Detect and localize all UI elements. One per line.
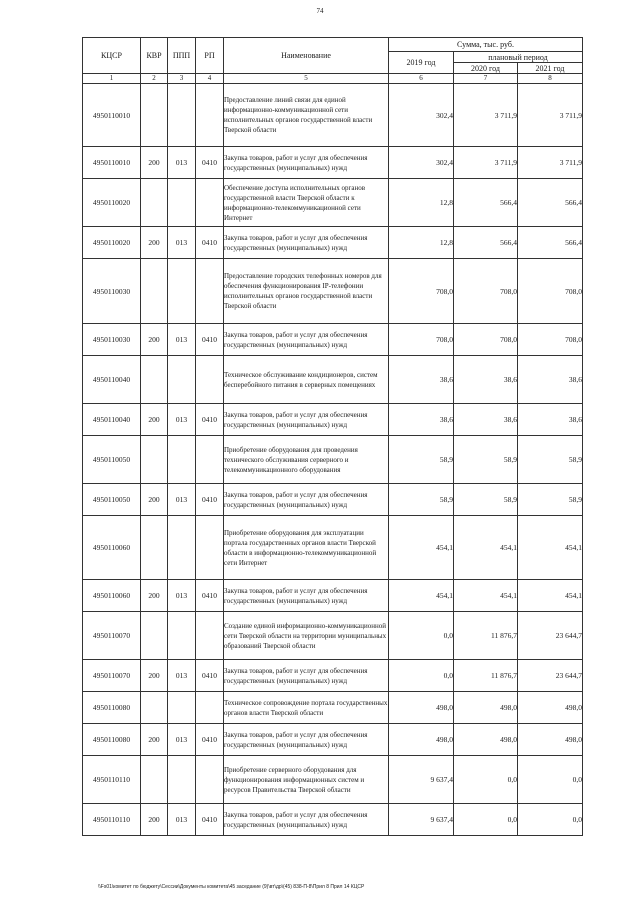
amount-2021-cell: 38,6 bbox=[518, 356, 583, 404]
header-year-2020: 2020 год bbox=[454, 63, 518, 74]
name-cell: Закупка товаров, работ и услуг для обеспечения государственных (муниципальных) нужд bbox=[224, 804, 389, 836]
kcsr-cell: 4950110060 bbox=[83, 580, 141, 612]
name-cell: Обеспечение доступа исполнительных органов государственной власти Тверской области к информационно-телекоммуникационной сети Интернет bbox=[224, 179, 389, 227]
name-cell: Предоставление городских телефонных номеров для обеспечения функционирования IP-телефонии исполнительных органов государственной власти Тверской области bbox=[224, 259, 389, 324]
kcsr-cell: 4950110040 bbox=[83, 356, 141, 404]
rp-cell: 0410 bbox=[196, 147, 224, 179]
ppp-cell bbox=[168, 356, 196, 404]
header-kcsr: КЦСР bbox=[83, 38, 141, 74]
name-cell: Закупка товаров, работ и услуг для обеспечения государственных (муниципальных) нужд bbox=[224, 404, 389, 436]
table-row bbox=[83, 436, 583, 484]
kvr-cell: 200 bbox=[141, 580, 168, 612]
table-row bbox=[83, 84, 583, 147]
amount-2019-cell: 708,0 bbox=[389, 259, 454, 324]
kvr-cell: 200 bbox=[141, 660, 168, 692]
amount-2020-cell: 0,0 bbox=[454, 804, 518, 836]
table-row bbox=[83, 804, 583, 836]
ppp-cell: 013 bbox=[168, 227, 196, 259]
amount-2021-cell: 23 644,7 bbox=[518, 660, 583, 692]
ppp-cell bbox=[168, 692, 196, 724]
header-plan-period: плановый период bbox=[454, 52, 583, 63]
rp-cell bbox=[196, 516, 224, 580]
amount-2019-cell: 0,0 bbox=[389, 612, 454, 660]
amount-2020-cell: 11 876,7 bbox=[454, 612, 518, 660]
kcsr-cell: 4950110080 bbox=[83, 724, 141, 756]
ppp-cell bbox=[168, 179, 196, 227]
amount-2019-cell: 58,9 bbox=[389, 484, 454, 516]
amount-2020-cell: 498,0 bbox=[454, 692, 518, 724]
header-rp: РП bbox=[196, 38, 224, 74]
rp-cell: 0410 bbox=[196, 724, 224, 756]
kvr-cell bbox=[141, 436, 168, 484]
name-cell: Закупка товаров, работ и услуг для обеспечения государственных (муниципальных) нужд bbox=[224, 227, 389, 259]
ppp-cell bbox=[168, 84, 196, 147]
table-row bbox=[83, 724, 583, 756]
amount-2020-cell: 3 711,9 bbox=[454, 147, 518, 179]
amount-2020-cell: 454,1 bbox=[454, 580, 518, 612]
column-number: 1 bbox=[83, 74, 141, 84]
ppp-cell bbox=[168, 516, 196, 580]
column-number: 2 bbox=[141, 74, 168, 84]
amount-2021-cell: 566,4 bbox=[518, 227, 583, 259]
column-number: 3 bbox=[168, 74, 196, 84]
amount-2020-cell: 708,0 bbox=[454, 324, 518, 356]
amount-2020-cell: 3 711,9 bbox=[454, 84, 518, 147]
rp-cell: 0410 bbox=[196, 660, 224, 692]
table-row bbox=[83, 756, 583, 804]
amount-2019-cell: 708,0 bbox=[389, 324, 454, 356]
column-number: 8 bbox=[518, 74, 583, 84]
amount-2019-cell: 302,4 bbox=[389, 147, 454, 179]
ppp-cell: 013 bbox=[168, 804, 196, 836]
amount-2019-cell: 58,9 bbox=[389, 436, 454, 484]
rp-cell bbox=[196, 179, 224, 227]
name-cell: Приобретение серверного оборудования для функционирования информационных систем и ресурсов Правительства Тверской области bbox=[224, 756, 389, 804]
column-number: 7 bbox=[454, 74, 518, 84]
amount-2019-cell: 498,0 bbox=[389, 692, 454, 724]
amount-2021-cell: 0,0 bbox=[518, 804, 583, 836]
header-ppp: ППП bbox=[168, 38, 196, 74]
amount-2020-cell: 566,4 bbox=[454, 227, 518, 259]
table-row bbox=[83, 660, 583, 692]
rp-cell: 0410 bbox=[196, 227, 224, 259]
table-row bbox=[83, 227, 583, 259]
amount-2019-cell: 498,0 bbox=[389, 724, 454, 756]
amount-2021-cell: 454,1 bbox=[518, 516, 583, 580]
table-row bbox=[83, 147, 583, 179]
kcsr-cell: 4950110030 bbox=[83, 324, 141, 356]
kcsr-cell: 4950110070 bbox=[83, 660, 141, 692]
ppp-cell bbox=[168, 259, 196, 324]
rp-cell bbox=[196, 756, 224, 804]
amount-2021-cell: 708,0 bbox=[518, 324, 583, 356]
ppp-cell: 013 bbox=[168, 660, 196, 692]
amount-2019-cell: 302,4 bbox=[389, 84, 454, 147]
table-row bbox=[83, 692, 583, 724]
amount-2021-cell: 454,1 bbox=[518, 580, 583, 612]
amount-2019-cell: 38,6 bbox=[389, 356, 454, 404]
ppp-cell bbox=[168, 756, 196, 804]
rp-cell bbox=[196, 259, 224, 324]
name-cell: Закупка товаров, работ и услуг для обеспечения государственных (муниципальных) нужд bbox=[224, 724, 389, 756]
amount-2019-cell: 12,8 bbox=[389, 227, 454, 259]
name-cell: Закупка товаров, работ и услуг для обеспечения государственных (муниципальных) нужд bbox=[224, 484, 389, 516]
kcsr-cell: 4950110080 bbox=[83, 692, 141, 724]
amount-2020-cell: 11 876,7 bbox=[454, 660, 518, 692]
amount-2021-cell: 498,0 bbox=[518, 724, 583, 756]
kcsr-cell: 4950110060 bbox=[83, 516, 141, 580]
amount-2021-cell: 498,0 bbox=[518, 692, 583, 724]
rp-cell bbox=[196, 356, 224, 404]
rp-cell bbox=[196, 692, 224, 724]
amount-2021-cell: 566,4 bbox=[518, 179, 583, 227]
table-row bbox=[83, 356, 583, 404]
amount-2020-cell: 38,6 bbox=[454, 404, 518, 436]
amount-2020-cell: 0,0 bbox=[454, 756, 518, 804]
amount-2021-cell: 3 711,9 bbox=[518, 147, 583, 179]
column-number: 5 bbox=[224, 74, 389, 84]
kvr-cell bbox=[141, 612, 168, 660]
kvr-cell bbox=[141, 179, 168, 227]
name-cell: Создание единой информационно-коммуникационной сети Тверской области на территории муниципальных образований Тверской области bbox=[224, 612, 389, 660]
ppp-cell: 013 bbox=[168, 404, 196, 436]
rp-cell bbox=[196, 436, 224, 484]
rp-cell: 0410 bbox=[196, 804, 224, 836]
kcsr-cell: 4950110010 bbox=[83, 147, 141, 179]
amount-2021-cell: 58,9 bbox=[518, 436, 583, 484]
ppp-cell: 013 bbox=[168, 724, 196, 756]
table-row bbox=[83, 259, 583, 324]
column-number: 6 bbox=[389, 74, 454, 84]
header-sum: Сумма, тыс. руб. bbox=[389, 38, 583, 52]
name-cell: Закупка товаров, работ и услуг для обеспечения государственных (муниципальных) нужд bbox=[224, 324, 389, 356]
amount-2021-cell: 58,9 bbox=[518, 484, 583, 516]
kcsr-cell: 4950110020 bbox=[83, 179, 141, 227]
table-row bbox=[83, 612, 583, 660]
table-row bbox=[83, 404, 583, 436]
amount-2019-cell: 454,1 bbox=[389, 516, 454, 580]
table-header bbox=[83, 38, 583, 74]
rp-cell: 0410 bbox=[196, 580, 224, 612]
rp-cell: 0410 bbox=[196, 484, 224, 516]
table-row bbox=[83, 484, 583, 516]
kcsr-cell: 4950110030 bbox=[83, 259, 141, 324]
ppp-cell: 013 bbox=[168, 484, 196, 516]
amount-2021-cell: 708,0 bbox=[518, 259, 583, 324]
column-number-row bbox=[83, 74, 583, 84]
kvr-cell bbox=[141, 516, 168, 580]
rp-cell: 0410 bbox=[196, 404, 224, 436]
table-body bbox=[83, 74, 583, 836]
ppp-cell bbox=[168, 612, 196, 660]
kvr-cell bbox=[141, 259, 168, 324]
name-cell: Закупка товаров, работ и услуг для обеспечения государственных (муниципальных) нужд bbox=[224, 580, 389, 612]
kvr-cell bbox=[141, 356, 168, 404]
amount-2021-cell: 38,6 bbox=[518, 404, 583, 436]
ppp-cell bbox=[168, 436, 196, 484]
header-kvr: КВР bbox=[141, 38, 168, 74]
name-cell: Закупка товаров, работ и услуг для обеспечения государственных (муниципальных) нужд bbox=[224, 660, 389, 692]
amount-2019-cell: 454,1 bbox=[389, 580, 454, 612]
header-name: Наименование bbox=[224, 38, 389, 74]
kvr-cell bbox=[141, 756, 168, 804]
kcsr-cell: 4950110110 bbox=[83, 756, 141, 804]
name-cell: Техническое обслуживание кондиционеров, систем бесперебойного питания в серверных помещениях bbox=[224, 356, 389, 404]
name-cell: Закупка товаров, работ и услуг для обеспечения государственных (муниципальных) нужд bbox=[224, 147, 389, 179]
name-cell: Предоставление линий связи для единой информационно-коммуникационной сети исполнительных органов государственной власти Тверской области bbox=[224, 84, 389, 147]
kvr-cell: 200 bbox=[141, 147, 168, 179]
name-cell: Приобретение оборудования для проведения технического обслуживания серверного и телекоммуникационного оборудования bbox=[224, 436, 389, 484]
kcsr-cell: 4950110050 bbox=[83, 436, 141, 484]
amount-2019-cell: 9 637,4 bbox=[389, 756, 454, 804]
kvr-cell: 200 bbox=[141, 804, 168, 836]
kvr-cell: 200 bbox=[141, 484, 168, 516]
table-row bbox=[83, 324, 583, 356]
kvr-cell bbox=[141, 692, 168, 724]
amount-2020-cell: 38,6 bbox=[454, 356, 518, 404]
name-cell: Приобретение оборудования для эксплуатации портала государственных органов власти Тверской области в информационно-телекоммуникационной сети Интернет bbox=[224, 516, 389, 580]
rp-cell bbox=[196, 84, 224, 147]
ppp-cell: 013 bbox=[168, 147, 196, 179]
amount-2019-cell: 38,6 bbox=[389, 404, 454, 436]
ppp-cell: 013 bbox=[168, 580, 196, 612]
header-year-2021: 2021 год bbox=[518, 63, 583, 74]
amount-2021-cell: 3 711,9 bbox=[518, 84, 583, 147]
kvr-cell bbox=[141, 84, 168, 147]
kcsr-cell: 4950110070 bbox=[83, 612, 141, 660]
rp-cell bbox=[196, 612, 224, 660]
amount-2020-cell: 58,9 bbox=[454, 436, 518, 484]
table-row bbox=[83, 516, 583, 580]
amount-2021-cell: 23 644,7 bbox=[518, 612, 583, 660]
amount-2020-cell: 566,4 bbox=[454, 179, 518, 227]
amount-2020-cell: 454,1 bbox=[454, 516, 518, 580]
kvr-cell: 200 bbox=[141, 724, 168, 756]
kcsr-cell: 4950110010 bbox=[83, 84, 141, 147]
footer-file-path: \\Fs01\комитет по бюджету\Сессии\Документы комитета\45 заседание (9)\вт\др\(45) 838-П-8\Прил 8 Прил 14 КЦСР bbox=[98, 884, 365, 890]
amount-2019-cell: 12,8 bbox=[389, 179, 454, 227]
amount-2020-cell: 498,0 bbox=[454, 724, 518, 756]
kvr-cell: 200 bbox=[141, 324, 168, 356]
amount-2019-cell: 0,0 bbox=[389, 660, 454, 692]
header-year-2019: 2019 год bbox=[389, 52, 454, 74]
table-row bbox=[83, 580, 583, 612]
amount-2020-cell: 708,0 bbox=[454, 259, 518, 324]
kcsr-cell: 4950110020 bbox=[83, 227, 141, 259]
page-number: 74 bbox=[316, 7, 324, 15]
kcsr-cell: 4950110040 bbox=[83, 404, 141, 436]
column-number: 4 bbox=[196, 74, 224, 84]
rp-cell: 0410 bbox=[196, 324, 224, 356]
table-row bbox=[83, 179, 583, 227]
amount-2019-cell: 9 637,4 bbox=[389, 804, 454, 836]
budget-table bbox=[82, 37, 583, 836]
amount-2020-cell: 58,9 bbox=[454, 484, 518, 516]
kvr-cell: 200 bbox=[141, 404, 168, 436]
kcsr-cell: 4950110110 bbox=[83, 804, 141, 836]
amount-2021-cell: 0,0 bbox=[518, 756, 583, 804]
kcsr-cell: 4950110050 bbox=[83, 484, 141, 516]
ppp-cell: 013 bbox=[168, 324, 196, 356]
name-cell: Техническое сопровождение портала государственных органов власти Тверской области bbox=[224, 692, 389, 724]
kvr-cell: 200 bbox=[141, 227, 168, 259]
